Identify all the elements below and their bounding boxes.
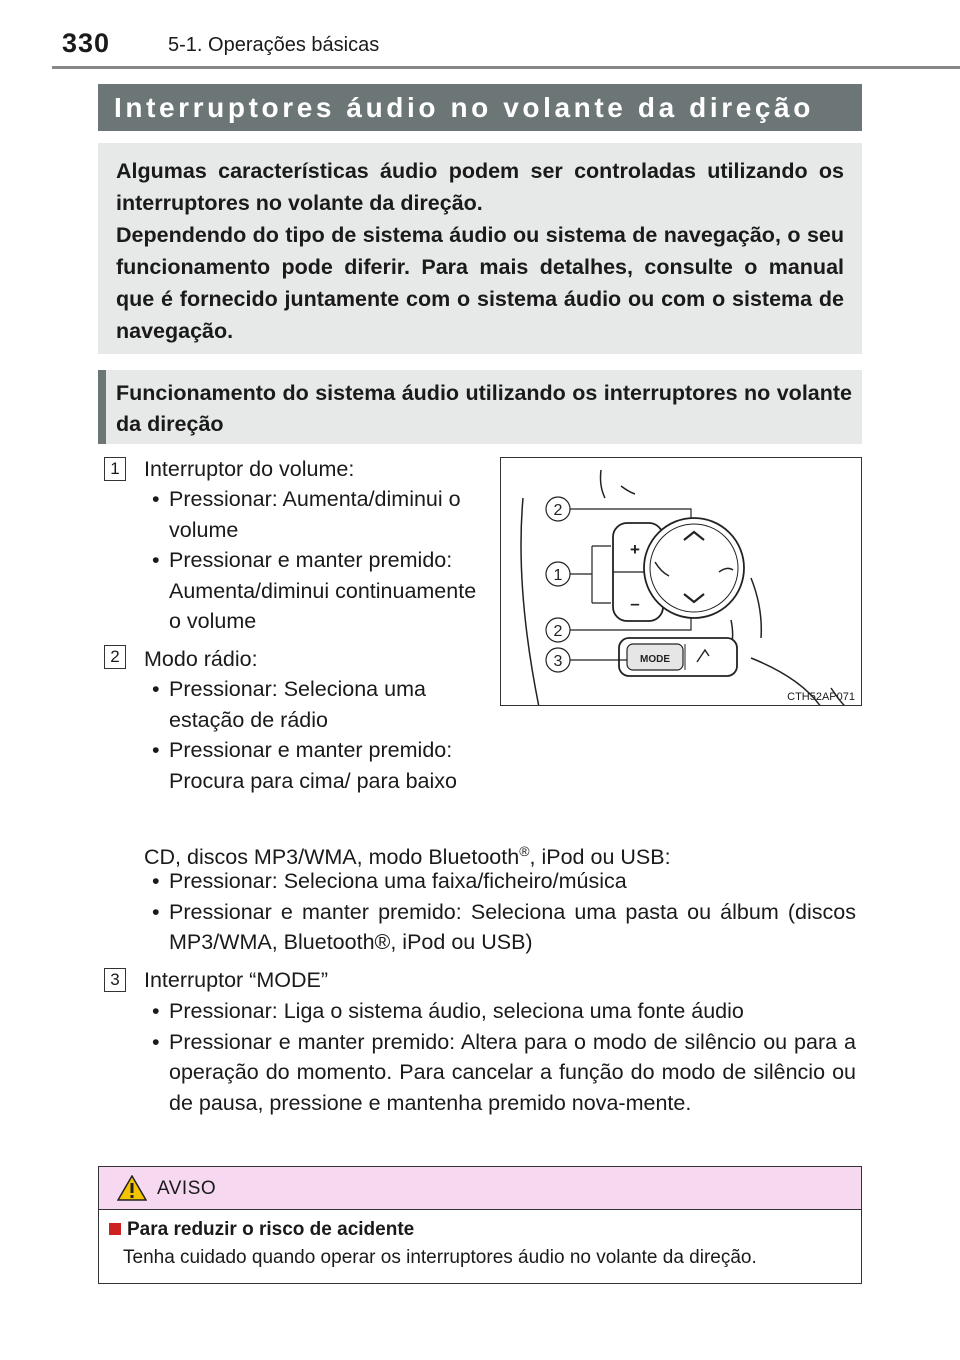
seek-dial [644, 518, 744, 618]
item-2-cd-title-text: CD, discos MP3/WMA, modo Bluetooth [144, 845, 520, 870]
warning-header [99, 1167, 861, 1210]
item-3-bullets [144, 996, 856, 1118]
callout-label-2-bottom: 2 [553, 623, 563, 640]
callout-label-1: 1 [553, 567, 563, 584]
item-2-cd-title-tail: , iPod ou USB: [529, 845, 671, 870]
registered-mark: ® [519, 843, 530, 859]
item-2-cd-bullets [144, 866, 856, 958]
item-2-title: Modo rádio: [144, 647, 258, 671]
item-1-title: Interruptor do volume: [144, 457, 355, 481]
mode-button-label: MODE [640, 654, 670, 665]
page-header [62, 22, 922, 66]
item-3-bullet-2: • Pressionar e manter premido: Altera para o modo de silêncio ou para a operação do momento. Para cancelar a função do modo de silêncio ou de pausa, pressione e mantenha premido nova-mente. [144, 1027, 856, 1119]
intro-paragraph-2: Dependendo do tipo de sistema áudio ou sistema de navegação, o seu funcionamento pode diferir. Para mais detalhes, consulte o manual que é fornecido juntamente com o sistema áudio ou com o sistema de navegação. [116, 223, 844, 343]
intro-paragraph-1: Algumas características áudio podem ser controladas utilizando os interruptores no volante da direção. [116, 159, 844, 215]
item-1-bullet-1: • Pressionar: Aumenta/diminui o volume [144, 484, 480, 545]
warning-subtitle-row [109, 1219, 414, 1241]
item-2-cd-bullet-2: • Pressionar e manter premido: Seleciona uma pasta ou álbum (discos MP3/WMA, Bluetooth®, iPod ou USB) [144, 897, 856, 958]
item-3-number: 3 [104, 968, 126, 992]
section-title-bar [98, 84, 862, 131]
item-2-bullets [144, 674, 480, 796]
figure-code: CTH52AP071 [787, 691, 855, 703]
item-3-bullet-1: • Pressionar: Liga o sistema áudio, seleciona uma fonte áudio [144, 996, 856, 1027]
item-2-bullet-1: • Pressionar: Seleciona uma estação de rádio [144, 674, 480, 735]
item-2-bullet-2: • Pressionar e manter premido: Procura para cima/ para baixo [144, 735, 480, 796]
steering-switch-figure [500, 457, 862, 706]
item-1-bullets [144, 484, 480, 637]
item-1-number: 1 [104, 457, 126, 481]
page-number: 330 [62, 28, 111, 58]
volume-plus-label: + [630, 540, 640, 559]
warning-icon [117, 1175, 147, 1201]
warning-box [98, 1166, 862, 1284]
item-1-bullet-2: • Pressionar e manter premido: Aumenta/diminui continuamente o volume [144, 545, 480, 637]
callout-label-2-top: 2 [553, 502, 563, 519]
volume-minus-label: – [630, 594, 640, 613]
section-path: 5-1. Operações básicas [168, 34, 380, 56]
subsection-heading-box [98, 370, 862, 444]
subsection-title: Funcionamento do sistema áudio utilizando os interruptores no volante da direção [116, 381, 852, 436]
intro-box [98, 143, 862, 354]
header-divider [52, 66, 960, 69]
warning-subtitle: Para reduzir o risco de acidente [127, 1219, 415, 1240]
callout-label-3: 3 [553, 653, 563, 670]
warning-text: Tenha cuidado quando operar os interruptores áudio no volante da direção. [123, 1247, 757, 1268]
item-3-title: Interruptor “MODE” [144, 968, 328, 992]
steering-switch-illustration [501, 458, 862, 706]
item-2-number: 2 [104, 645, 126, 669]
section-title: Interruptores áudio no volante da direção [114, 92, 814, 123]
mode-switch-panel [619, 638, 737, 676]
item-2-cd-bullet-1: • Pressionar: Seleciona uma faixa/ficheiro/música [144, 866, 856, 897]
warning-label: AVISO [157, 1178, 217, 1199]
square-bullet-icon [109, 1223, 121, 1235]
